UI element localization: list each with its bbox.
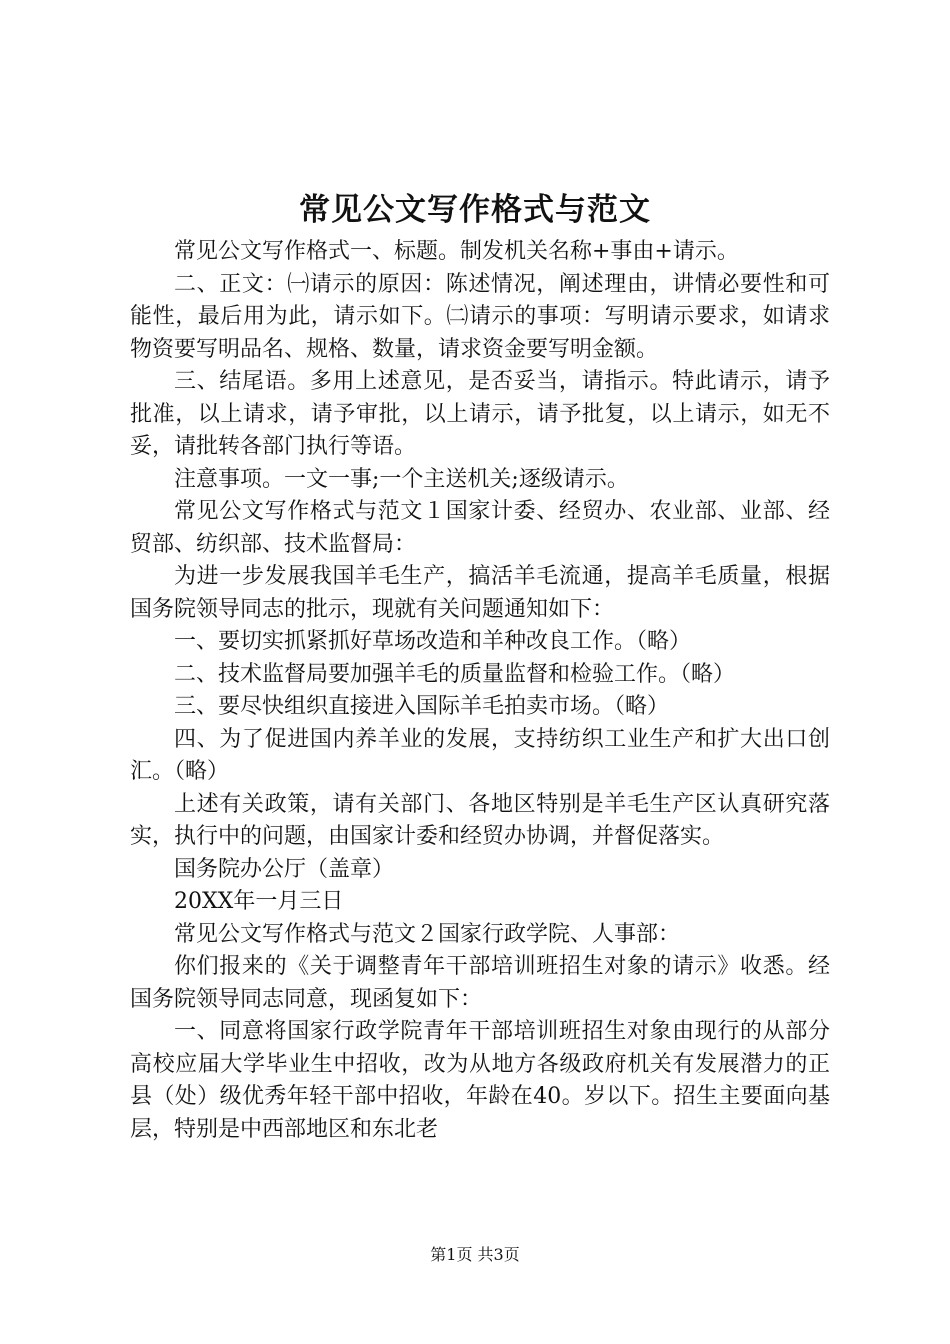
paragraph: 三、要尽快组织直接进入国际羊毛拍卖市场。（略） <box>174 694 670 719</box>
paragraph: 四、为了促进国内养羊业的发展，支持纺织工业生产和扩大出口创汇。（略） <box>130 726 830 784</box>
paragraph: 为进一步发展我国羊毛生产，搞活羊毛流通，提高羊毛质量，根据国务院领导同志的批示，现就有关问题通知如下： <box>130 564 830 622</box>
paragraph: 注意事项。一文一事;一个主送机关;逐级请示。 <box>174 466 629 492</box>
document-body <box>130 236 830 1146</box>
paragraph: 常见公文写作格式与范文２国家行政学院、人事部： <box>174 921 681 947</box>
signature-line: 国务院办公厅（盖章） <box>174 856 395 882</box>
paragraph: 常见公文写作格式与范文１国家计委、经贸办、农业部、业部、经贸部、纺织部、技术监督局： <box>130 499 830 557</box>
paragraph: 你们报来的《关于调整青年干部培训班招生对象的请示》收悉。经国务院领导同志同意，现函复如下： <box>130 954 830 1012</box>
paragraph: 一、同意将国家行政学院青年干部培训班招生对象由现行的从部分高校应届大学毕业生中招收，改为从地方各级政府机关有发展潜力的正县（处）级优秀年轻干部中招收，年龄在40。岁以下。招生主要面向基层，特别是中西部地区和东北老 <box>130 1019 830 1142</box>
paragraph: 二、技术监督局要加强羊毛的质量监督和检验工作。（略） <box>174 661 736 687</box>
date-line: 20XX年一月三日 <box>174 889 344 914</box>
paragraph: 常见公文写作格式一、标题。制发机关名称+事由+请示。 <box>174 239 739 264</box>
page-title: 常见公文写作格式与范文 <box>299 192 651 228</box>
paragraph: 二、正文：㈠请示的原因：陈述情况，阐述理由，讲情必要性和可能性，最后用为此，请示如下。㈡请示的事项：写明请示要求，如请求物资要写明品名、规格、数量，请求资金要写明金额。 <box>130 271 830 362</box>
paragraph: 三、结尾语。多用上述意见，是否妥当，请指示。特此请示，请予批准，以上请求，请予审批，以上请示，请予批复，以上请示，如无不妥，请批转各部门执行等语。 <box>130 369 830 459</box>
page-number-footer: 第1页 共3页 <box>430 1245 520 1264</box>
paragraph: 一、要切实抓紧抓好草场改造和羊种改良工作。（略） <box>174 629 692 654</box>
paragraph: 上述有关政策，请有关部门、各地区特别是羊毛生产区认真研究落实，执行中的问题，由国家计委和经贸办协调，并督促落实。 <box>130 791 830 849</box>
